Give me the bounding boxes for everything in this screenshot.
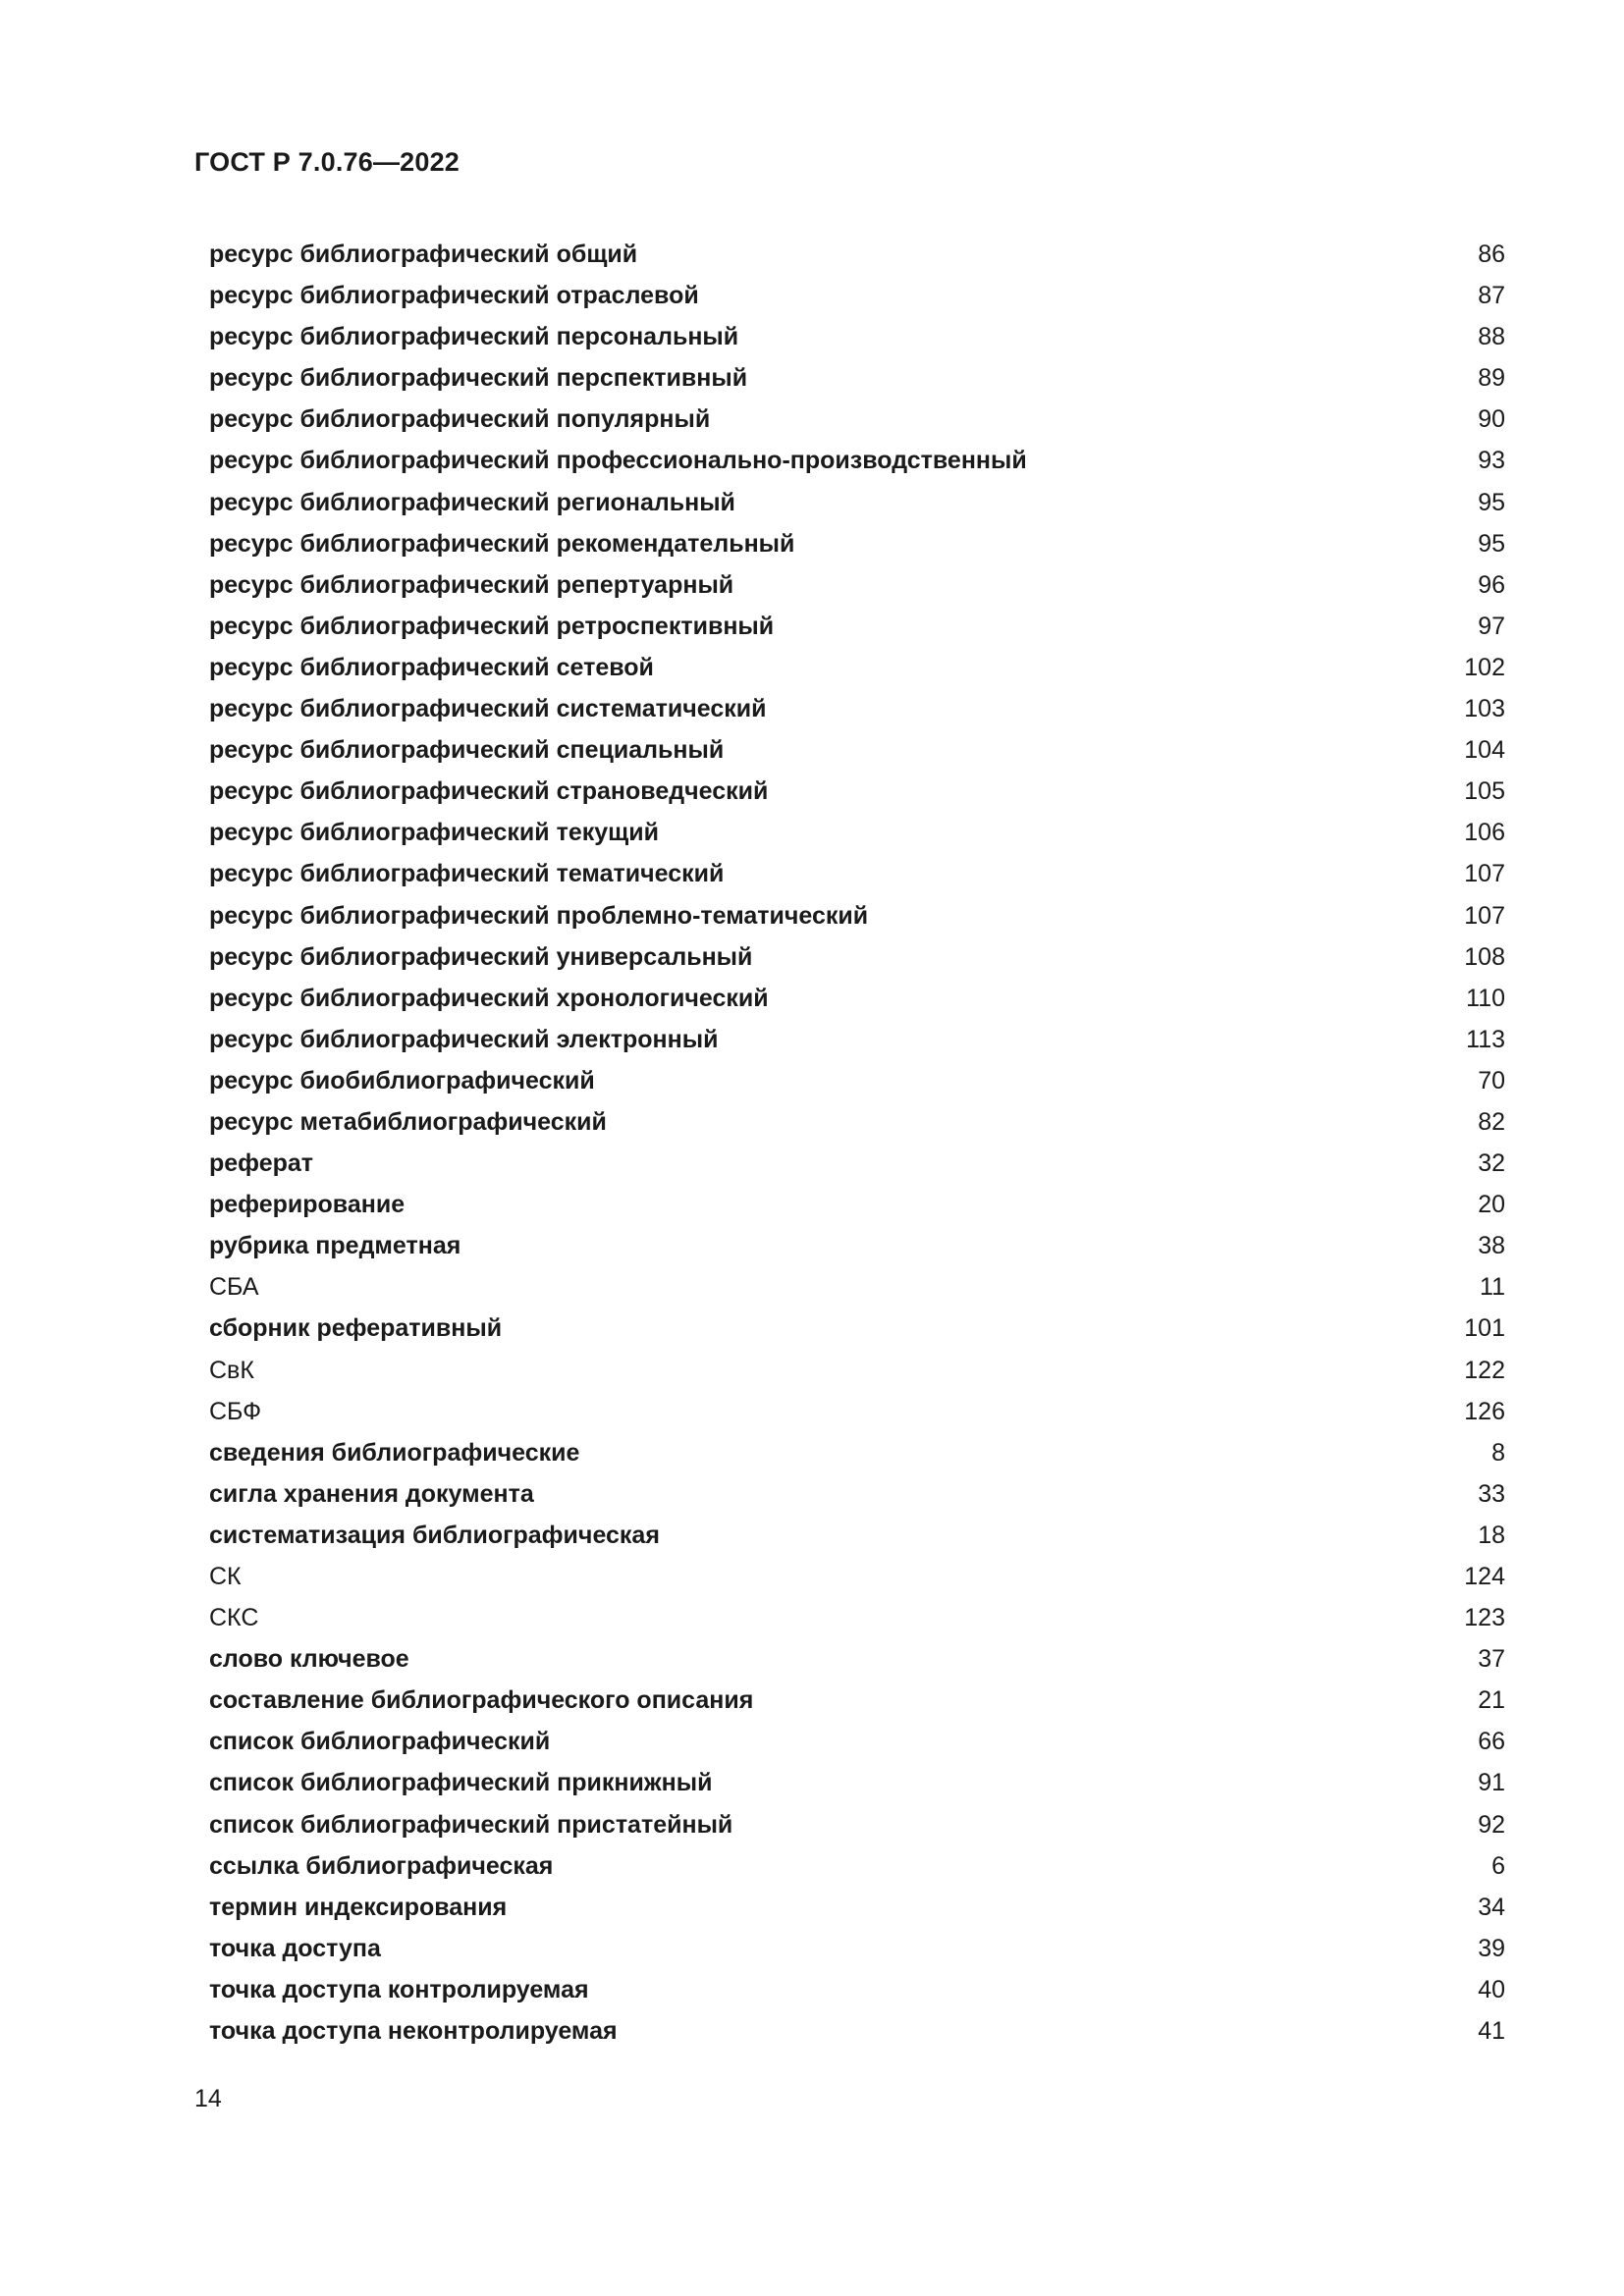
index-term-number: 8 — [1491, 1438, 1505, 1467]
index-term-number: 103 — [1464, 695, 1505, 723]
index-entry — [209, 316, 1505, 357]
index-term: ресурс библиографический общий — [209, 240, 638, 268]
index-term: СК — [209, 1563, 242, 1590]
index-term: ресурс библиографический систематический — [209, 695, 767, 723]
index-term: список библиографический пристатейный — [209, 1810, 733, 1839]
index-entry — [209, 357, 1505, 399]
index-term: сборник реферативный — [209, 1314, 503, 1343]
index-entry — [209, 1184, 1505, 1225]
index-entry — [209, 1680, 1505, 1721]
index-term: ресурс библиографический репертуарный — [209, 570, 734, 599]
index-term-number: 124 — [1464, 1563, 1505, 1590]
index-entry — [209, 399, 1505, 440]
alphabetical-index-list — [209, 234, 1505, 2052]
index-entry — [209, 440, 1505, 481]
index-entry — [209, 1845, 1505, 1887]
index-term: список библиографический прикнижный — [209, 1769, 713, 1797]
index-entry — [209, 647, 1505, 688]
index-term-number: 70 — [1478, 1066, 1505, 1095]
index-term-number: 21 — [1478, 1686, 1505, 1715]
index-entry — [209, 234, 1505, 275]
index-term-number: 89 — [1478, 364, 1505, 393]
index-term-number: 18 — [1478, 1521, 1505, 1549]
index-term-number: 82 — [1478, 1107, 1505, 1136]
index-term-number: 107 — [1464, 860, 1505, 888]
index-term-number: 37 — [1478, 1645, 1505, 1674]
index-term: ресурс библиографический рекомендательный — [209, 529, 795, 558]
index-term: точка доступа неконтролируемая — [209, 2017, 618, 2046]
index-entry — [209, 1391, 1505, 1432]
index-entry — [209, 729, 1505, 771]
index-term: ресурс библиографический электронный — [209, 1025, 719, 1053]
index-term-number: 91 — [1478, 1769, 1505, 1797]
index-entry — [209, 1887, 1505, 1928]
index-entry — [209, 688, 1505, 729]
page-number: 14 — [194, 2085, 222, 2112]
index-entry — [209, 523, 1505, 564]
index-entry — [209, 936, 1505, 978]
index-term: ресурс библиографический специальный — [209, 736, 725, 765]
index-term-number: 122 — [1464, 1356, 1505, 1384]
index-entry — [209, 606, 1505, 647]
index-term-number: 105 — [1464, 777, 1505, 806]
index-entry — [209, 1019, 1505, 1060]
index-term: точка доступа — [209, 1934, 381, 1962]
index-term-number: 106 — [1464, 819, 1505, 847]
index-term: сведения библиографические — [209, 1438, 580, 1467]
index-term: слово ключевое — [209, 1645, 409, 1674]
index-term-number: 102 — [1464, 653, 1505, 681]
index-term: ресурс библиографический перспективный — [209, 364, 748, 393]
index-entry — [209, 978, 1505, 1019]
index-term: реферирование — [209, 1191, 406, 1219]
index-term: ресурс библиографический универсальный — [209, 942, 753, 971]
index-entry — [209, 1804, 1505, 1845]
index-entry — [209, 1597, 1505, 1638]
index-entry — [209, 1266, 1505, 1308]
index-term: составление библиографического описания — [209, 1686, 754, 1715]
index-term: список библиографический — [209, 1728, 551, 1756]
index-term-number: 20 — [1478, 1191, 1505, 1219]
index-entry — [209, 1432, 1505, 1473]
index-term-number: 32 — [1478, 1149, 1505, 1178]
index-term: термин индексирования — [209, 1893, 508, 1921]
index-entry — [209, 812, 1505, 853]
index-term-number: 6 — [1491, 1851, 1505, 1880]
index-term-number: 110 — [1466, 984, 1505, 1012]
index-entry — [209, 275, 1505, 316]
index-term: ресурс библиографический профессионально-производственный — [209, 447, 1027, 475]
index-entry — [209, 1721, 1505, 1762]
index-term-number: 66 — [1478, 1728, 1505, 1756]
index-term-number: 38 — [1478, 1232, 1505, 1260]
index-term: ресурс библиографический региональный — [209, 488, 735, 516]
index-term: ресурс библиографический популярный — [209, 405, 711, 434]
index-term-number: 95 — [1478, 529, 1505, 558]
index-term: сигла хранения документа — [209, 1479, 534, 1508]
index-term-number: 33 — [1478, 1479, 1505, 1508]
index-entry — [209, 1308, 1505, 1349]
index-entry — [209, 1928, 1505, 1969]
index-term: ссылка библиографическая — [209, 1851, 554, 1880]
index-entry — [209, 853, 1505, 894]
index-term: ресурс библиографический ретроспективный — [209, 612, 775, 640]
index-entry — [209, 1143, 1505, 1184]
index-entry — [209, 564, 1505, 606]
document-header: ГОСТ Р 7.0.76—2022 — [194, 147, 460, 177]
index-term-number: 97 — [1478, 612, 1505, 640]
index-term-number: 113 — [1466, 1025, 1505, 1053]
index-term: ресурс библиографический текущий — [209, 819, 660, 847]
index-term: СБА — [209, 1273, 259, 1302]
index-term: ресурс метабиблиографический — [209, 1107, 607, 1136]
index-term: СКС — [209, 1604, 259, 1632]
index-term-number: 107 — [1464, 901, 1505, 930]
index-term-number: 41 — [1478, 2017, 1505, 2046]
index-entry — [209, 1762, 1505, 1803]
index-term: ресурс библиографический персональный — [209, 323, 739, 351]
index-term-number: 39 — [1478, 1934, 1505, 1962]
index-term: ресурс библиографический отраслевой — [209, 282, 699, 310]
index-term-number: 95 — [1478, 488, 1505, 516]
index-term: ресурс библиографический проблемно-тематический — [209, 901, 869, 930]
index-entry — [209, 1101, 1505, 1143]
index-term-number: 34 — [1478, 1893, 1505, 1921]
index-entry — [209, 1969, 1505, 2010]
index-entry — [209, 1638, 1505, 1680]
index-term: систематизация библиографическая — [209, 1521, 660, 1549]
index-term-number: 40 — [1478, 1975, 1505, 2003]
index-entry — [209, 1225, 1505, 1266]
index-term: ресурс библиографический страноведческий — [209, 777, 769, 806]
index-term: точка доступа контролируемая — [209, 1975, 589, 2003]
index-entry — [209, 2010, 1505, 2052]
index-entry — [209, 482, 1505, 523]
index-entry — [209, 1350, 1505, 1391]
index-term: ресурс биобиблиографический — [209, 1066, 595, 1095]
index-entry — [209, 1473, 1505, 1515]
index-term-number: 101 — [1464, 1314, 1505, 1343]
index-term-number: 93 — [1478, 447, 1505, 475]
index-term-number: 11 — [1480, 1273, 1505, 1302]
index-term-number: 87 — [1478, 282, 1505, 310]
index-term-number: 88 — [1478, 323, 1505, 351]
index-term-number: 123 — [1464, 1604, 1505, 1632]
index-term-number: 92 — [1478, 1810, 1505, 1839]
index-term-number: 126 — [1464, 1397, 1505, 1425]
index-term-number: 96 — [1478, 570, 1505, 599]
index-term: ресурс библиографический хронологический — [209, 984, 769, 1012]
index-term-number: 104 — [1464, 736, 1505, 765]
index-term: ресурс библиографический тематический — [209, 860, 725, 888]
index-term: ресурс библиографический сетевой — [209, 653, 654, 681]
index-entry — [209, 1060, 1505, 1101]
index-term-number: 86 — [1478, 240, 1505, 268]
index-term: СвК — [209, 1356, 254, 1384]
index-entry — [209, 1556, 1505, 1597]
index-term-number: 108 — [1464, 942, 1505, 971]
index-term: реферат — [209, 1149, 314, 1178]
index-term-number: 90 — [1478, 405, 1505, 434]
index-entry — [209, 895, 1505, 936]
index-term: СБФ — [209, 1397, 262, 1425]
index-term: рубрика предметная — [209, 1232, 461, 1260]
index-entry — [209, 771, 1505, 812]
index-entry — [209, 1515, 1505, 1556]
